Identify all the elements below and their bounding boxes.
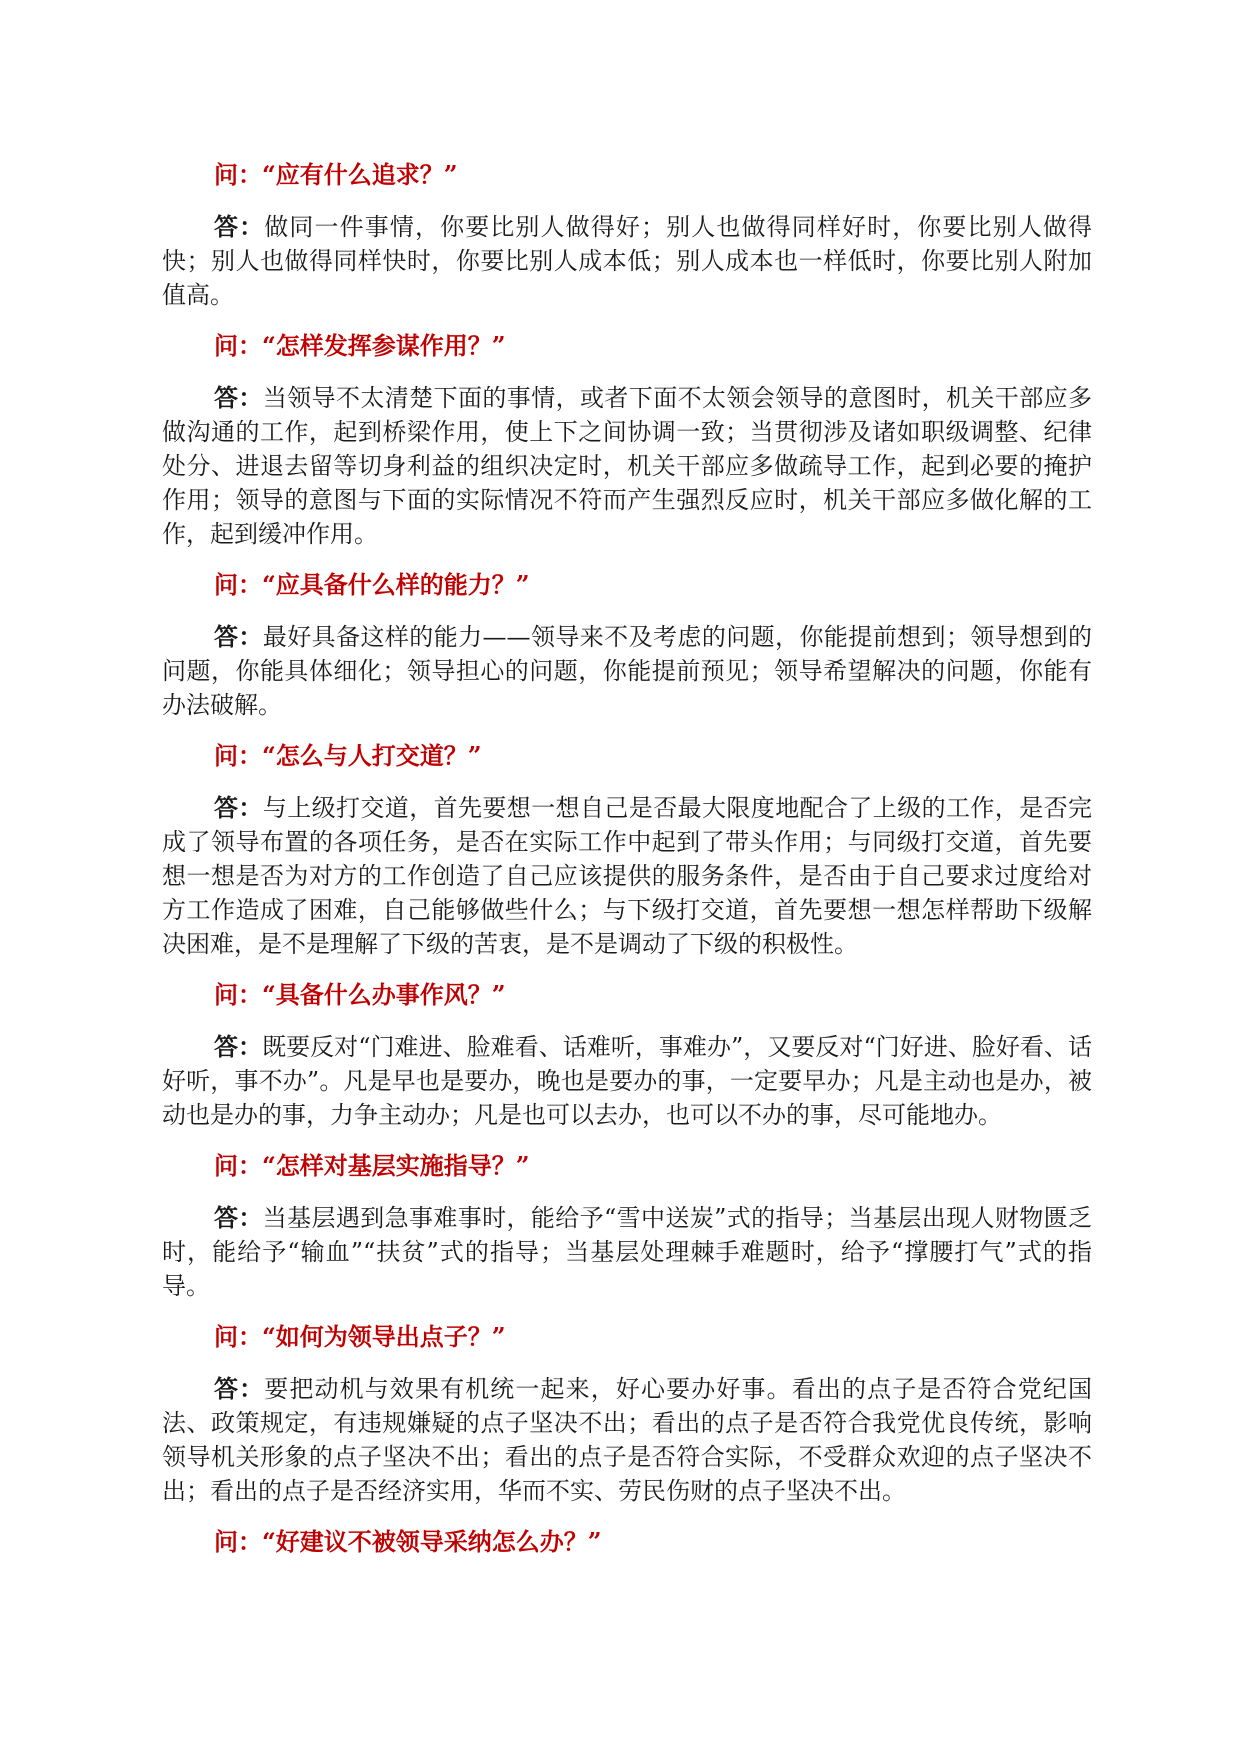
qa-block-7 <box>162 1320 1092 1508</box>
question-heading: 问：“应有什么追求？” <box>214 160 458 189</box>
question-heading: 问：“怎样对基层实施指导？” <box>214 1151 530 1180</box>
answer-label: 答： <box>214 212 265 241</box>
qa-block-8 <box>162 1525 1092 1559</box>
question-heading: 问：“如何为领导出点子？” <box>214 1322 506 1351</box>
answer-label: 答： <box>214 1032 263 1061</box>
answer-paragraph <box>162 381 1092 551</box>
qa-block-1 <box>162 158 1092 312</box>
answer-text: 当基层遇到急事难事时，能给予“雪中送炭”式的指导；当基层出现人财物匮乏时，能给予“输血”“扶贫”式的指导；当基层处理棘手难题时，给予“撑腰打气”式的指导。 <box>162 1204 1092 1300</box>
answer-text: 与上级打交道，首先要想一想自己是否最大限度地配合了上级的工作，是否完成了领导布置的各项任务，是否在实际工作中起到了带头作用；与同级打交道，首先要想一想是否为对方的工作创造了自己应该提供的服务条件，是否由于自己要求过度给对方工作造成了困难，自己能够做些什么；与下级打交道，首先要想一想怎样帮助下级解决困难，是不是理解了下级的苦衷，是不是调动了下级的积极性。 <box>162 794 1093 958</box>
question-heading: 问：“好建议不被领导采纳怎么办？” <box>214 1527 602 1556</box>
answer-text: 当领导不太清楚下面的事情，或者下面不太领会领导的意图时，机关干部应多做沟通的工作，起到桥梁作用，使上下之间协调一致；当贯彻涉及诸如职级调整、纪律处分、进退去留等切身利益的组织决定时，机关干部应多做疏导工作，起到必要的掩护作用；领导的意图与下面的实际情况不符而产生强烈反应时，机关干部应多做化解的工作，起到缓冲作用。 <box>162 384 1093 548</box>
answer-text: 既要反对“门难进、脸难看、话难听，事难办”，又要反对“门好进、脸好看、话好听，事不办”。凡是早也是要办，晚也是要办的事，一定要早办；凡是主动也是办，被动也是办的事，力争主动办；凡是也可以去办，也可以不办的事，尽可能地办。 <box>162 1033 1093 1129</box>
answer-text: 要把动机与效果有机统一起来，好心要办好事。看出的点子是否符合党纪国法、政策规定，有违规嫌疑的点子坚决不出；看出的点子是否符合我党优良传统，影响领导机关形象的点子坚决不出；看出的点子是否符合实际，不受群众欢迎的点子坚决不出；看出的点子是否经济实用，华而不实、劳民伤财的点子坚决不出。 <box>162 1375 1093 1505</box>
qa-block-5 <box>162 978 1092 1132</box>
answer-label: 答： <box>214 622 263 651</box>
answer-label: 答： <box>214 793 263 822</box>
answer-paragraph <box>162 791 1092 961</box>
answer-label: 答： <box>214 1203 263 1232</box>
qa-block-2 <box>162 329 1092 551</box>
answer-paragraph <box>162 210 1092 312</box>
question-heading: 问：“怎么与人打交道？” <box>214 741 482 770</box>
question-heading: 问：“具备什么办事作风？” <box>214 980 506 1009</box>
answer-text: 最好具备这样的能力——领导来不及考虑的问题，你能提前想到；领导想到的问题，你能具体细化；领导担心的问题，你能提前预见；领导希望解决的问题，你能有办法破解。 <box>162 623 1093 719</box>
answer-paragraph <box>162 1372 1092 1508</box>
answer-paragraph <box>162 1201 1092 1303</box>
qa-block-3 <box>162 568 1092 722</box>
answer-paragraph <box>162 620 1092 722</box>
answer-label: 答： <box>214 383 263 412</box>
answer-paragraph <box>162 1030 1092 1132</box>
qa-block-4 <box>162 739 1092 961</box>
document-page <box>162 158 1092 1577</box>
answer-label: 答： <box>214 1374 265 1403</box>
answer-text: 做同一件事情，你要比别人做得好；别人也做得同样好时，你要比别人做得快；别人也做得同样快时，你要比别人成本低；别人成本也一样低时，你要比别人附加值高。 <box>162 213 1093 309</box>
question-heading: 问：“怎样发挥参谋作用？” <box>214 331 506 360</box>
qa-block-6 <box>162 1149 1092 1303</box>
question-heading: 问：“应具备什么样的能力？” <box>214 570 530 599</box>
